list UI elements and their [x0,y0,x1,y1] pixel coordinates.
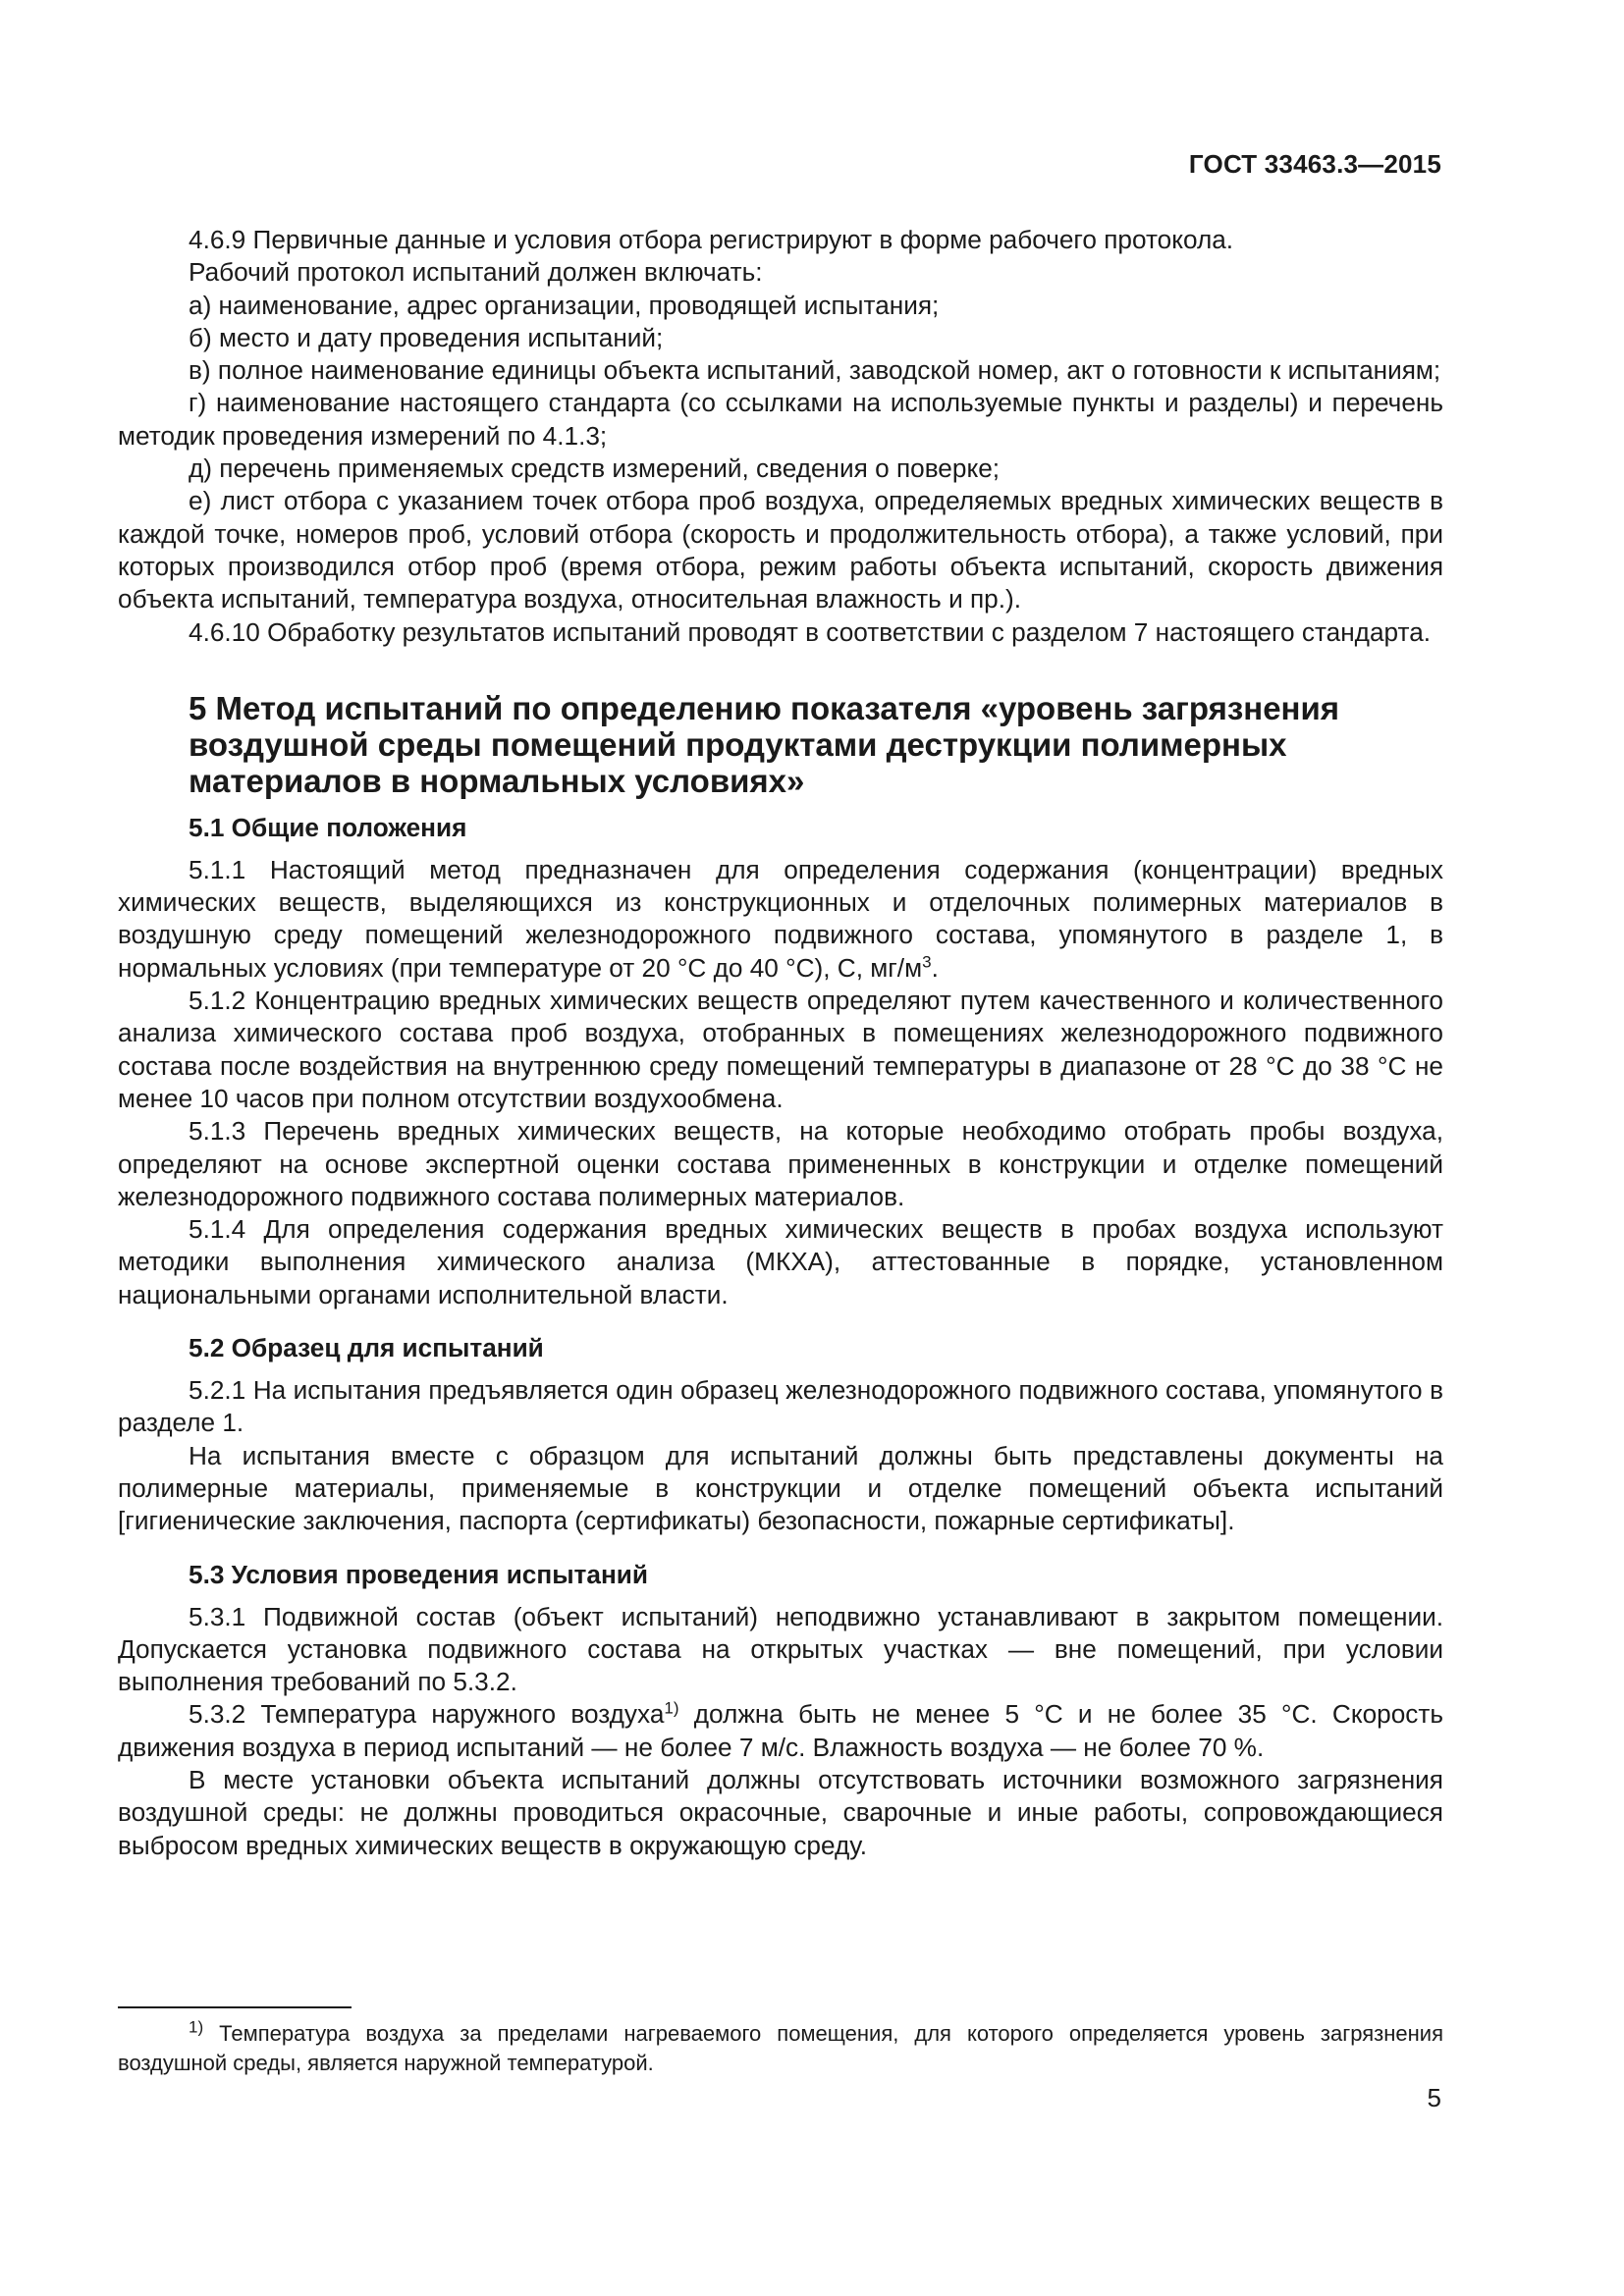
paragraph-5-3-1: 5.3.1 Подвижной состав (объект испытаний) неподвижно устанавливают в закрытом помещении. Допускается установка подвижного состава на открытых участках — вне помещений, при условии выполнения требований по 5.3.2. [118,1601,1443,1697]
protocol-intro: Рабочий протокол испытаний должен включать: [189,257,763,288]
paragraph-5-3-2 [118,1698,1443,1764]
paragraph-5-1-1 [118,854,1443,985]
paragraph-5-3-2-location: В месте установки объекта испытаний должны отсутствовать источники возможного загрязнения воздушной среды: не должны проводиться окрасочные, сварочные и иные работы, сопровождающиеся выбросом вредных химических веществ в окружающую среду. [118,1764,1443,1860]
paragraph-5-2-1-documents: На испытания вместе с образцом для испытаний должны быть представлены документы на полимерные материалы, применяемые в конструкции и отделке помещений объекта испытаний [гигиенические заключения, паспорта (сертификаты) безопасности, пожарные сертификаты]. [118,1440,1443,1536]
paragraph-5-2-1: 5.2.1 На испытания предъявляется один образец железнодорожного подвижного состава, упомянутого в разделе 1. [118,1375,1443,1438]
footnote-mark: 1) [189,2017,204,2037]
paragraph-5-1-2: 5.1.2 Концентрацию вредных химических веществ определяют путем качественного и количественного анализа химического состава проб воздуха, отобранных в помещениях железнодорожного подвижного состава после воздействия на внутреннюю среду помещений температуры в диапазоне от 28 °С до 38 °С не менее 10 часов при полном отсутствии воздухообмена. [118,986,1443,1113]
subsection-5-1-title: 5.1 Общие положения [189,812,467,842]
page-number: 5 [1427,2083,1441,2112]
footnote [118,2019,1443,2078]
paragraph-4-6-10: 4.6.10 Обработку результатов испытаний проводят в соответствии с разделом 7 настоящего стандарта. [189,616,1432,647]
paragraph-4-6-9: 4.6.9 Первичные данные и условия отбора регистрируют в форме рабочего протокола. [189,225,1234,254]
paragraph-5-1-1-text: 5.1.1 Настоящий метод предназначен для определения содержания (концентрации) вредных химических веществ, выделяющихся из конструкционных и отделочных полимерных материалов в воздушную среду помещений железнодорожного подвижного состава, упомянутого в разделе 1, в нормальных условиях (при температуре от 20 °С до 40 °С), С, мг/м [118,854,1443,983]
section-5-title: 5 Метод испытаний по определению показателя «уровень загрязнения воздушной среды помещений продуктами деструкции полимерных материалов в нормальных условиях» [189,689,1340,799]
superscript-3: 3 [922,952,932,972]
list-item-g: г) наименование настоящего стандарта (со ссылками на используемые пункты и разделы) и перечень методик проведения измерений по 4.1.3; [118,388,1443,451]
paragraph-5-1-1-end: . [931,952,939,983]
list-item-e: е) лист отбора с указанием точек отбора проб воздуха, определяемых вредных химических веществ в каждой точке, номеров проб, условий отбора (скорость и продолжительность отбора), а также условий, при которых производился отбор проб (время отбора, режим работы объекта испытаний, скорость движения объекта испытаний, температура воздуха, относительная влажность и пр.). [118,486,1443,614]
paragraph-5-3-2-start: 5.3.2 Температура наружного воздуха [189,1699,665,1730]
footnote-separator [118,2006,352,2008]
paragraph-5-1-4: 5.1.4 Для определения содержания вредных химических веществ в пробах воздуха используют методики выполнения химического анализа (МКХА), аттестованные в порядке, установленном национальными органами исполнительной власти. [118,1214,1443,1309]
list-item-v: в) полное наименование единицы объекта испытаний, заводской номер, акт о готовности к испытаниям; [189,355,1441,386]
list-item-a: а) наименование, адрес организации, проводящей испытания; [189,290,940,320]
paragraph-5-3-2-rest: должна быть не менее 5 °С и не более 35 °С. Скорость движения воздуха в период испытаний — не более 7 м/с. Влажность воздуха — не более 70 %. [118,1699,1444,1762]
list-item-d: д) перечень применяемых средств измерений, сведения о поверке; [189,454,1001,484]
subsection-5-3-title: 5.3 Условия проведения испытаний [189,1559,648,1589]
paragraph-5-1-3: 5.1.3 Перечень вредных химических веществ, на которые необходимо отобрать пробы воздуха, определяют на основе экспертной оценки состава примененных в конструкции и отделке помещений железнодорожного подвижного состава полимерных материалов. [118,1116,1443,1211]
footnote-reference: 1) [664,1698,679,1718]
subsection-5-2-title: 5.2 Образец для испытаний [189,1333,544,1363]
document-code: ГОСТ 33463.3—2015 [1188,149,1441,179]
list-item-b: б) место и дату проведения испытаний; [189,322,664,352]
main-content [118,224,1443,1862]
footnote-text: Температура воздуха за пределами нагреваемого помещения, для которого определяется уровень загрязнения воздушной среды, является наружной температурой. [118,2021,1443,2075]
